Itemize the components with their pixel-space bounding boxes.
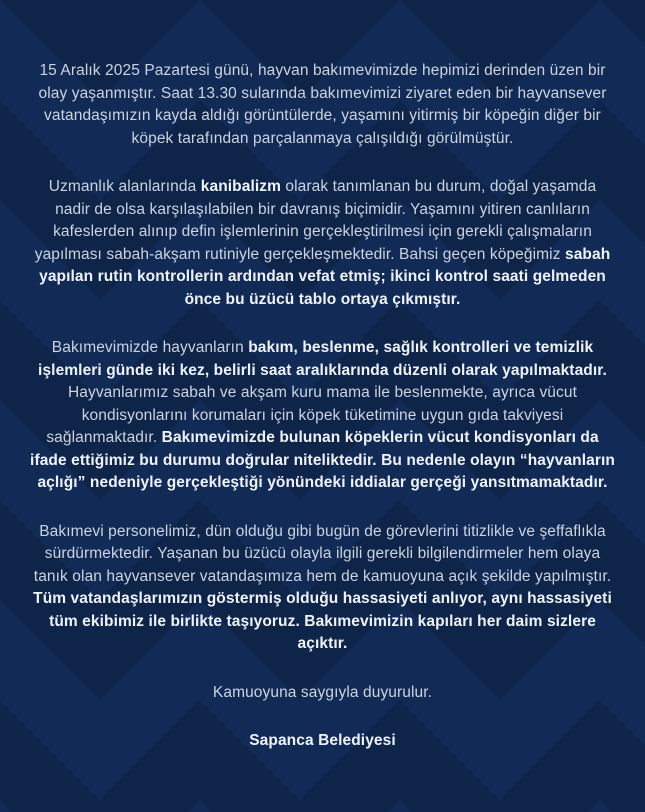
bold-text-segment: Bakımevimizde bulunan köpeklerin vücut kondisyonları da ifade ettiğimiz bu durumu doğrular niteliktedir. Bu nedenle olayın “hayvanların açlığı” nedeniyle gerçekleştiği yönündeki iddialar gerçeği yansıtmamaktadır. [30, 429, 615, 491]
text-segment: Bakımevimizde hayvanların [51, 339, 249, 356]
paragraph-1 [30, 60, 615, 150]
bold-text-segment: bakım, beslenme, sağlık kontrolleri ve temizlik işlemleri günde iki kez, belirli saat aralıklarında düzenli olarak yapılmaktadır. [38, 339, 607, 379]
bold-text-segment: Tüm vatandaşlarımızın göstermiş olduğu hassasiyeti anlıyor, aynı hassasiyeti tüm ekibimiz ile birlikte taşıyoruz. Bakımevimizin kapıları her daim sizlere açıktır. [33, 590, 612, 652]
closing-line: Kamuoyuna saygıyla duyurulur. [212, 683, 433, 701]
signature: Sapanca Belediyesi [249, 732, 396, 749]
text-segment: 15 Aralık 2025 Pazartesi günü, hayvan bakımevimizde hepimizi derinden üzen bir olay yaşanmıştır. Saat 13.30 sularında bakımevimizi ziyaret eden bir hayvansever vatandaşımızın kayda aldığı görüntülerde, yaşamını yitirmiş bir köpeğin diğer bir köpek tarafından parçalanmaya çalışıldığı görülmüştür. [38, 62, 607, 147]
bold-text-segment: sabah yapılan rutin kontrollerin ardından vefat etmiş; ikinci kontrol saati gelmeden önce bu üzücü tablo ortaya çıkmıştır. [39, 245, 611, 308]
paragraph-4 [30, 521, 615, 656]
text-segment: Bakımevi personelimiz, dün olduğu gibi bugün de görevlerini titizlikle ve şeffaflıkla sürdürmektedir. Yaşanan bu üzücü olayla ilgili gerekli bilgilendirmeler hem olaya tanık olan hayvansever vatandaşımıza hem de kamuoyuna açık şekilde yapılmıştır. [33, 522, 612, 585]
bold-text-segment: kanibalizm [200, 178, 281, 195]
text-segment: Uzmanlık alanlarında [48, 178, 201, 195]
text-segment: olarak tanımlanan bu durum, doğal yaşamda nadir de olsa karşılaşılabilen bir davranış biçimidir. Yaşamını yitiren canlıların kafeslerden alınıp defin işlemlerinin gerçekleştirilmesi için gerekli çalışmaların yapılması sabah-akşam rutiniyle gerçekleşmektedir. Bahsi geçen köpeğimiz [34, 178, 597, 263]
paragraph-2 [30, 176, 615, 311]
paragraph-3 [30, 337, 615, 495]
text-segment: Hayvanlarımız sabah ve akşam kuru mama ile beslenmekte, ayrıca vücut kondisyonlarını korumaları için köpek tüketimine uygun gıda takviyesi sağlanmaktadır. [46, 384, 578, 446]
